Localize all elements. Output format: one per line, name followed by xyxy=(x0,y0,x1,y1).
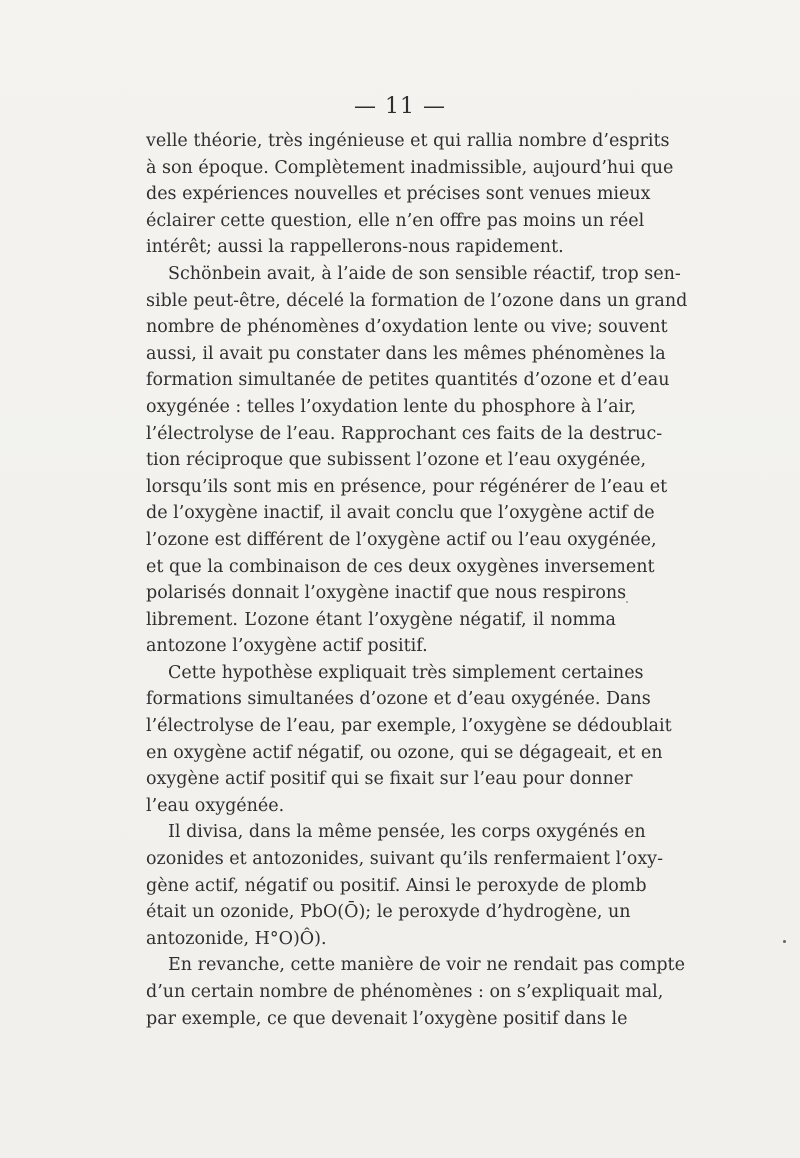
text-line: éclairer cette question, elle n’en offre pas moins un réel xyxy=(146,210,645,231)
paper-speck xyxy=(626,601,628,603)
text-line: Il divisa, dans la même pensée, les corps oxygénés en xyxy=(168,822,646,843)
text-line: et que la combinaison de ces deux oxygènes inversement xyxy=(146,556,655,577)
text-line: intérêt; aussi la rappellerons-nous rapidement. xyxy=(146,237,564,258)
text-line: par exemple, ce que devenait l’oxygène positif dans le xyxy=(146,1008,628,1029)
text-line: sible peut-être, décelé la formation de l’ozone dans un grand xyxy=(146,290,688,311)
text-line: l’eau oxygénée. xyxy=(146,795,285,816)
text-line: antozonide, H°O)Ô). xyxy=(146,928,327,949)
text-line: de l’oxygène inactif, il avait conclu que l’oxygène actif de xyxy=(146,503,655,524)
text-line: à son époque. Complètement inadmissible, aujourd’hui que xyxy=(146,157,674,178)
text-line: formations simultanées d’ozone et d’eau oxygénée. Dans xyxy=(146,689,651,710)
text-line: d’un certain nombre de phénomènes : on s’expliquait mal, xyxy=(146,982,664,1002)
text-line: lorsqu’ils sont mis en présence, pour régénérer de l’eau et xyxy=(146,476,668,497)
text-line: oxygène actif positif qui se fixait sur l’eau pour donner xyxy=(146,769,633,790)
text-line: polarisés donnait l’oxygène inactif que nous respirons xyxy=(146,583,627,604)
text-line: oxygénée : telles l’oxydation lente du phosphore à l’air, xyxy=(146,396,637,417)
text-line: Schönbein avait, à l’aide de son sensible réactif, trop sen- xyxy=(168,263,681,284)
paper-speck xyxy=(783,940,786,943)
text-line: des expériences nouvelles et précises sont venues mieux xyxy=(146,184,651,205)
text-line: l’ozone est différent de l’oxygène actif ou l’eau oxygénée, xyxy=(146,529,657,550)
text-line: librement. L’ozone étant l’oxygène négatif, il nomma xyxy=(146,609,616,630)
text-line: était un ozonide, PbO(Ō); le peroxyde d’hydrogène, un xyxy=(146,902,631,923)
text-line: aussi, il avait pu constater dans les mêmes phénomènes la xyxy=(146,343,666,364)
text-line: tion réciproque que subissent l’ozone et l’eau oxygénée, xyxy=(146,450,647,471)
text-line: velle théorie, très ingénieuse et qui rallia nombre d’esprits xyxy=(146,131,670,151)
body-text xyxy=(146,128,688,1032)
text-line: ozonides et antozonides, suivant qu’ils renfermaient l’oxy- xyxy=(146,849,663,870)
text-line: En revanche, cette manière de voir ne rendait pas compte xyxy=(168,955,685,976)
text-line: antozone l’oxygène actif positif. xyxy=(146,636,428,657)
text-line: l’électrolyse de l’eau. Rapprochant ces faits de la destruc- xyxy=(146,423,663,444)
text-line: gène actif, négatif ou positif. Ainsi le peroxyde de plomb xyxy=(146,875,647,896)
text-line: l’électrolyse de l’eau, par exemple, l’oxygène se dédoublait xyxy=(146,716,672,737)
text-line: en oxygène actif négatif, ou ozone, qui se dégageait, et en xyxy=(146,742,663,763)
text-line: nombre de phénomènes d’oxydation lente ou vive; souvent xyxy=(146,317,668,338)
text-line: formation simultanée de petites quantités d’ozone et d’eau xyxy=(146,370,670,391)
text-line: Cette hypothèse expliquait très simplement certaines xyxy=(168,662,644,683)
page-number: — 11 — xyxy=(354,94,446,119)
